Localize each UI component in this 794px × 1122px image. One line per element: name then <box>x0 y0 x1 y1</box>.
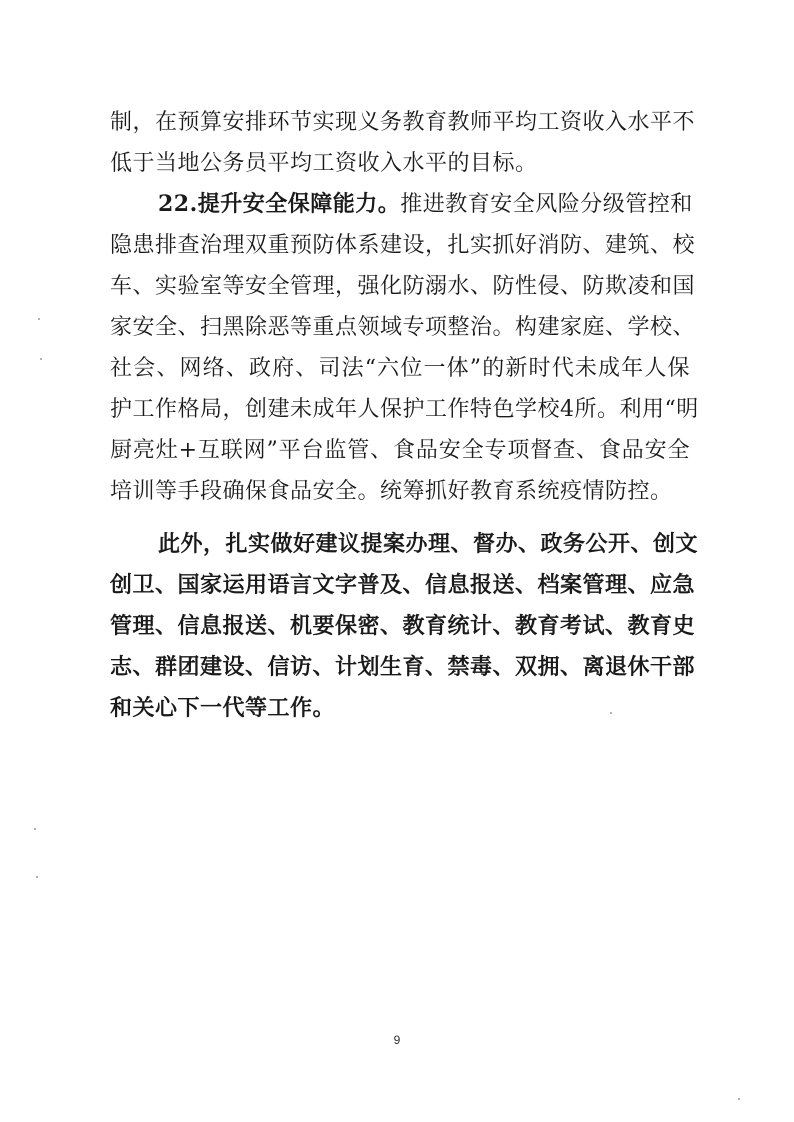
paragraph-gap <box>110 512 690 524</box>
text-line: 和关心下一代等工作。 <box>110 695 336 721</box>
text-line: 隐患排查治理双重预防体系建设，扎实抓好消防、建筑、校 <box>110 233 696 258</box>
paragraph-safety-capability <box>110 184 699 512</box>
text-line: 厨亮灶+互联网”平台监管、食品安全专项督查、食品安全 <box>110 438 690 463</box>
document-body <box>110 102 699 729</box>
text-line: 培训等手段确保食品安全。统筹抓好教育系统疫情防控。 <box>110 479 673 504</box>
scan-speck <box>738 1098 740 1100</box>
section-heading: 22.提升安全保障能力。 <box>158 191 401 217</box>
text-line: 护工作格局，创建未成年人保护工作特色学校4所。利用“明 <box>110 397 699 422</box>
text-line: 制，在预算安排环节实现义务教育教师平均工资收入水平不 <box>110 110 696 135</box>
text-line: 管理、信息报送、机要保密、教育统计、教育考试、教育史 <box>110 613 696 639</box>
text-line: 社会、网络、政府、司法“六位一体”的新时代未成年人保 <box>110 356 690 381</box>
scan-speck <box>610 712 612 714</box>
page-number: 9 <box>393 1033 401 1047</box>
text-line: 家安全、扫黑除恶等重点领域专项整治。构建家庭、学校、 <box>110 315 696 340</box>
scan-speck <box>38 318 40 320</box>
text-line: 车、实验室等安全管理，强化防溺水、防性侵、防欺凌和国 <box>110 274 696 299</box>
scan-speck <box>34 828 36 830</box>
heading-line-rest: 推进教育安全风险分级管控和 <box>400 192 693 217</box>
paragraph-teacher-salary <box>110 102 696 184</box>
text-line: 低于当地公务员平均工资收入水平的目标。 <box>110 151 538 176</box>
text-line: 创卫、国家运用语言文字普及、信息报送、档案管理、应急 <box>110 572 696 598</box>
text-line: 志、群团建设、信访、计划生育、禁毒、双拥、离退休干部 <box>110 654 696 680</box>
text-line <box>110 184 693 225</box>
scan-speck <box>36 876 38 878</box>
text-line: 此外，扎实做好建议提案办理、督办、政务公开、创文 <box>158 531 699 557</box>
scan-speck <box>40 358 42 360</box>
paragraph-other-work <box>110 524 699 729</box>
